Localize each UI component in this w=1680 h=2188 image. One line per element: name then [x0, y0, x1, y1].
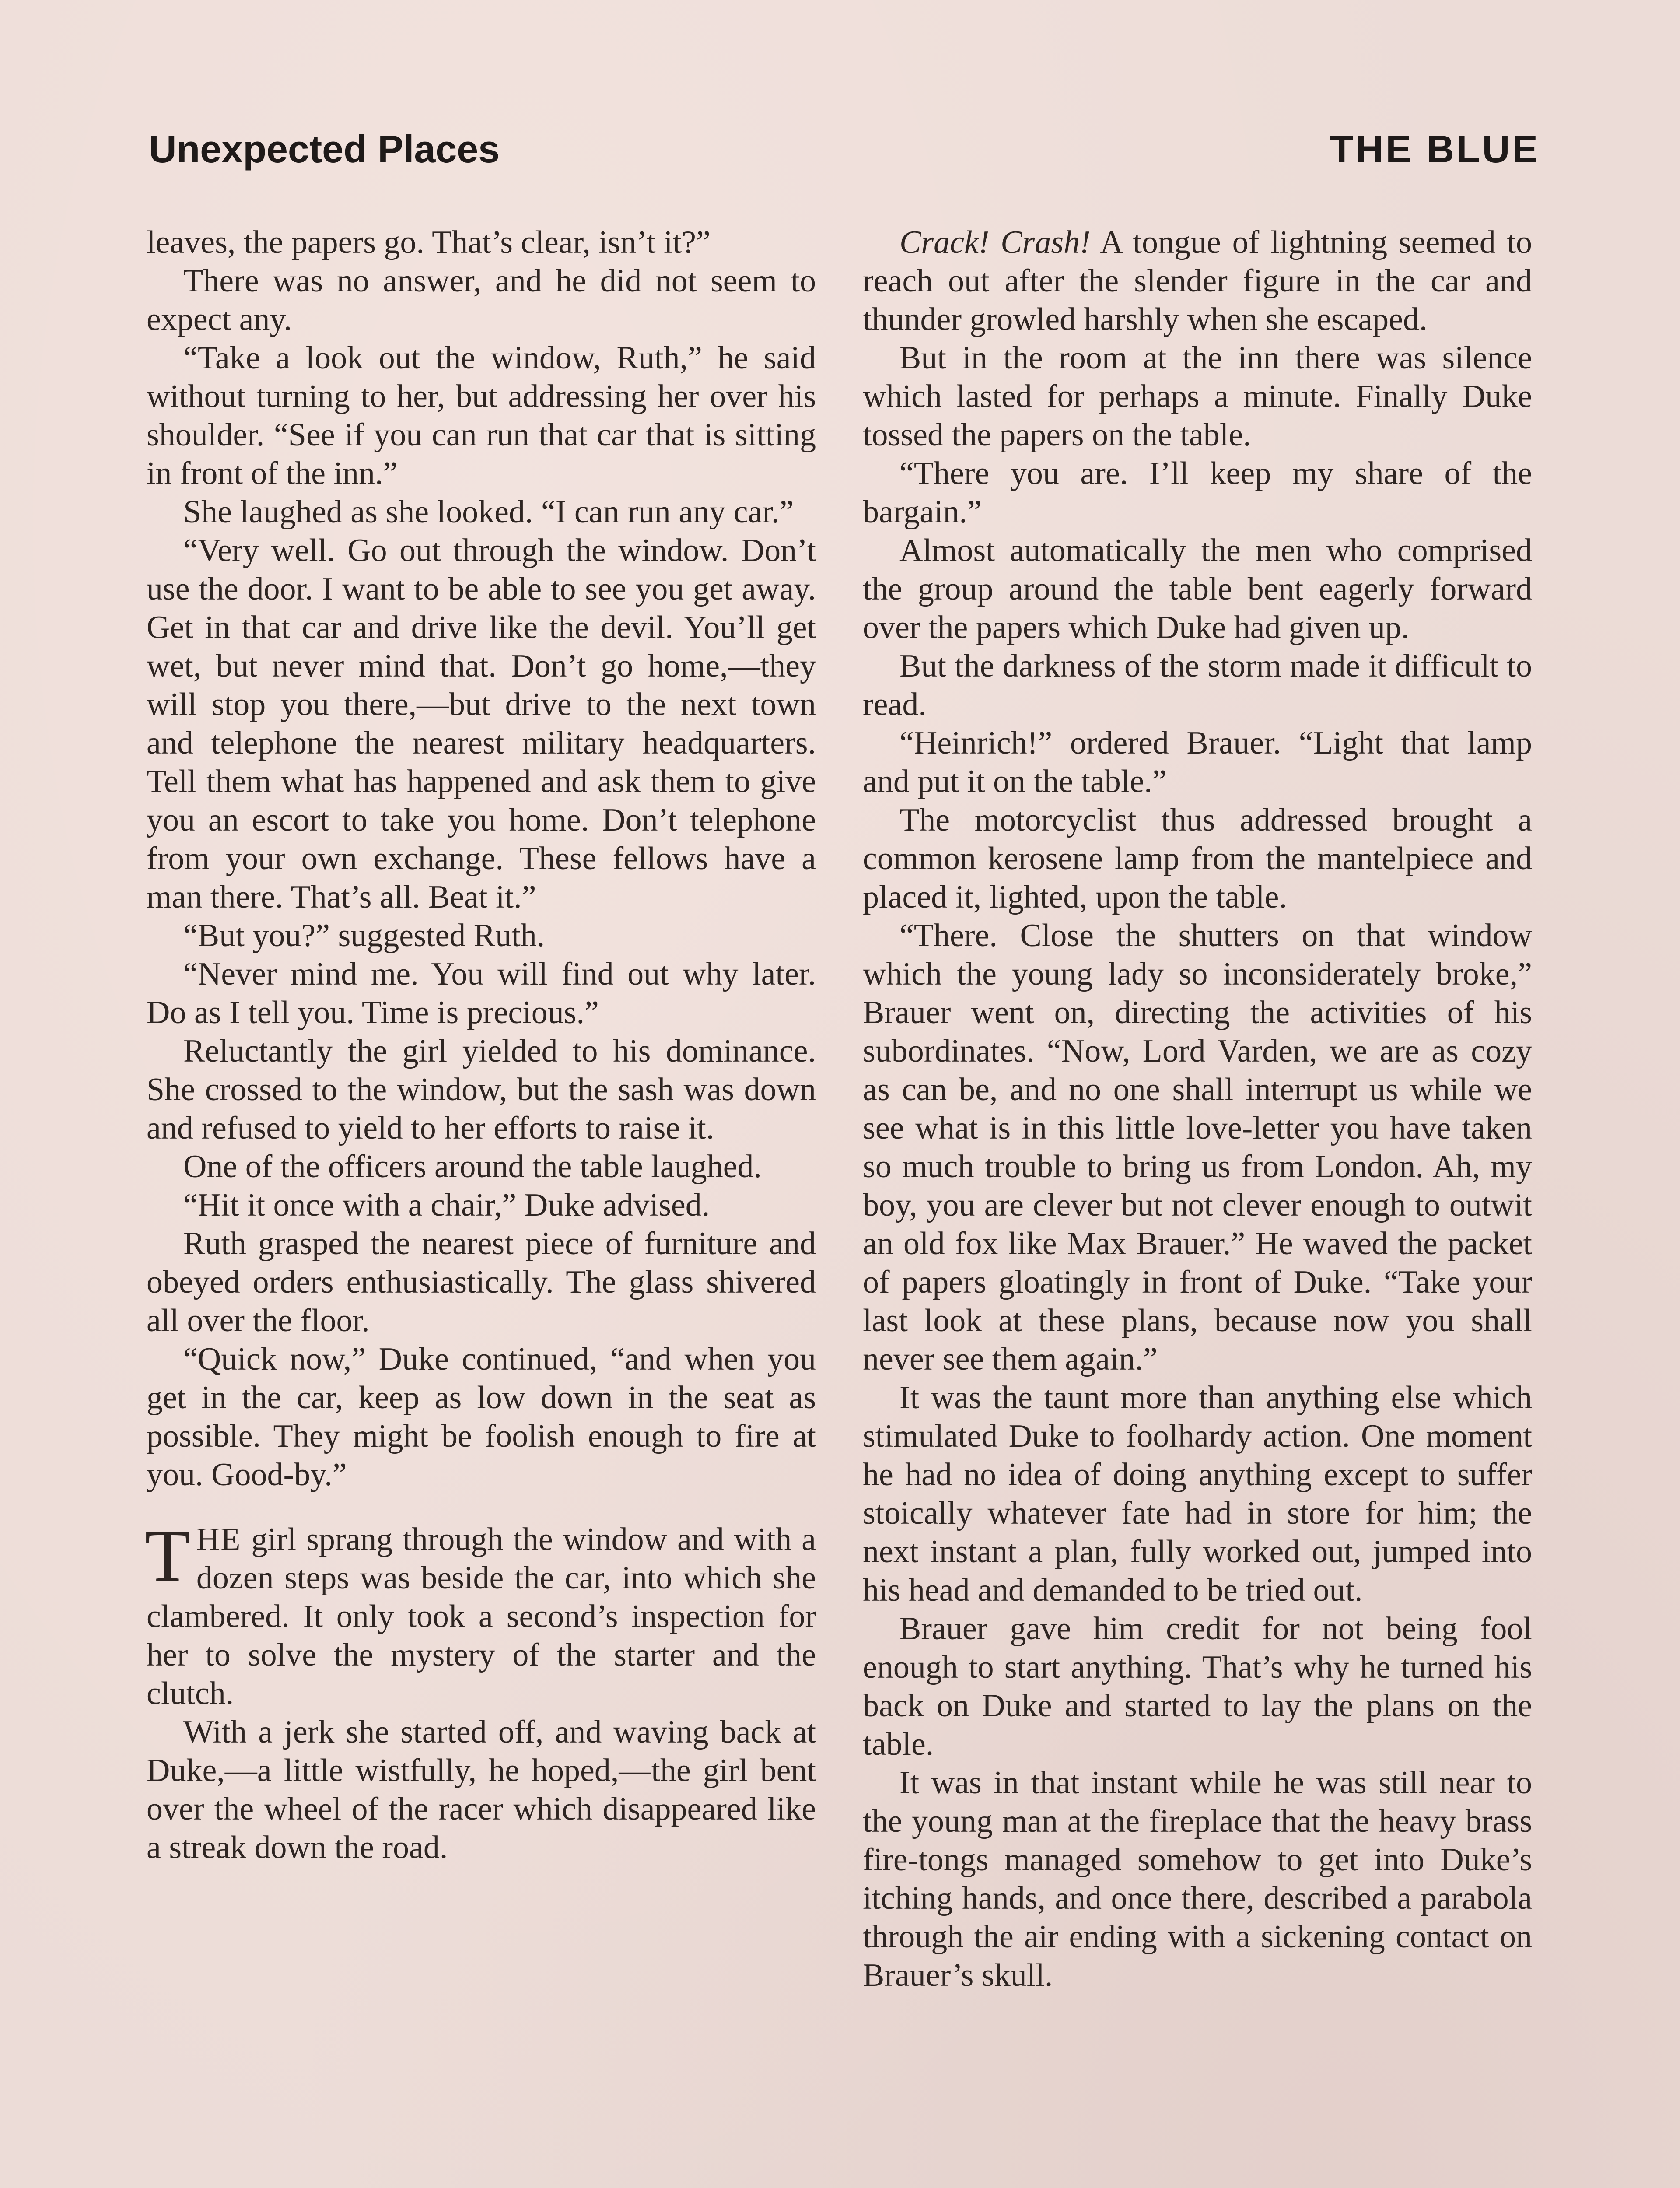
paragraph: With a jerk she started off, and waving back at Duke,—a little wistfully, he hoped,—the girl bent over the wheel of the racer which disappeared like a streak down the road.	[147, 1714, 816, 1865]
paragraph: “There. Close the shutters on that window which the young lady so inconsiderately broke,” Brauer went on, directing the activities of his subordinates. “Now, Lord Varden, we are as cozy as can be, and no one shall interrupt us while we see what is in this little love-letter you have taken so much trouble to bring us from London. Ah, my boy, you are clever but not clever enough to outwit an old fox like Max Brauer.” He waved the packet of papers gloatingly in front of Duke. “Take your last look at these plans, because now you shall never see them again.”	[863, 918, 1532, 1377]
right-text-column	[863, 223, 1532, 1995]
running-head-magazine-title: THE BLUE	[1330, 127, 1540, 171]
running-head-story-title: Unexpected Places	[149, 127, 500, 171]
paragraph: But in the room at the inn there was silence which lasted for perhaps a minute. Finally Duke tossed the papers on the table.	[863, 340, 1532, 453]
paragraph: She laughed as she looked. “I can run any car.”	[183, 494, 794, 530]
paragraph: “There you are. I’ll keep my share of the bargain.”	[863, 456, 1532, 530]
paragraph	[863, 223, 1532, 339]
paragraph: There was no answer, and he did not seem to expect any.	[147, 263, 816, 337]
paragraph: leaves, the papers go. That’s clear, isn’t it?”	[147, 224, 710, 260]
paragraph: “Heinrich!” ordered Brauer. “Light that lamp and put it on the table.”	[863, 725, 1532, 799]
paragraph: “Hit it once with a chair,” Duke advised.	[183, 1187, 710, 1223]
paragraph: Ruth grasped the nearest piece of furniture and obeyed orders enthusiastically. The glass shivered all over the floor.	[147, 1226, 816, 1339]
section-opening-paragraph	[145, 1515, 816, 1713]
paragraph: The motorcyclist thus addressed brought a common kerosene lamp from the mantelpiece and placed it, lighted, upon the table.	[863, 802, 1532, 915]
paragraph-text: A tongue of lightning seemed to reach out after the slender figure in the car and thunder growled harshly when she escaped.	[863, 224, 1532, 337]
drop-cap-letter: T	[145, 1515, 190, 1597]
section-opening-text: girl sprang through the window and with a dozen steps was beside the car, into which she clambered. It only took a second’s inspection for her to solve the mystery of the starter and the clutch.	[147, 1522, 816, 1711]
paragraph: It was the taunt more than anything else which stimulated Duke to foolhardy action. One moment he had no idea of doing anything except to suffer stoically whatever fate had in store for him; the next instant a plan, fully worked out, jumped into his head and demanded to be tried out.	[863, 1380, 1532, 1608]
paragraph: It was in that instant while he was still near to the young man at the fireplace that the heavy brass fire-tongs managed somehow to get into Duke’s itching hands, and once there, described a parabola through the air ending with a sickening contact on Brauer’s skull.	[863, 1765, 1532, 1993]
paragraph: Brauer gave him credit for not being fool enough to start anything. That’s why he turned his back on Duke and started to lay the plans on the table.	[863, 1611, 1532, 1762]
paragraph: Reluctantly the girl yielded to his dominance. She crossed to the window, but the sash was down and refused to yield to her efforts to raise it.	[147, 1033, 816, 1146]
paragraph: But the darkness of the storm made it difficult to read.	[863, 648, 1532, 722]
paragraph: “Take a look out the window, Ruth,” he said without turning to her, but addressing her over his shoulder. “See if you can run that car that is sitting in front of the inn.”	[147, 340, 816, 491]
paragraph: “Very well. Go out through the window. Don’t use the door. I want to be able to see you get away. Get in that car and drive like the devil. You’ll get wet, but never mind that. Don’t go home,—they will stop you there,—but drive to the next town and telephone the nearest military headquarters. Tell them what has happened and ask them to give you an escort to take you home. Don’t telephone from your own exchange. These fellows have a man there. That’s all. Beat it.”	[147, 533, 816, 915]
paragraph: “But you?” suggested Ruth.	[183, 918, 545, 954]
drop-cap-small-caps: HE	[196, 1522, 242, 1557]
paragraph: “Never mind me. You will find out why later. Do as I tell you. Time is precious.”	[147, 956, 816, 1031]
paragraph: One of the officers around the table laughed.	[183, 1149, 762, 1185]
paragraph: Almost automatically the men who comprised the group around the table bent eagerly forward over the papers which Duke had given up.	[863, 533, 1532, 645]
paragraph: “Quick now,” Duke continued, “and when you get in the car, keep as low down in the seat as possible. They might be foolish enough to fire at you. Good-by.”	[147, 1341, 816, 1493]
italic-sound-effect: Crack! Crash!	[900, 224, 1091, 260]
left-text-column	[147, 223, 816, 1867]
